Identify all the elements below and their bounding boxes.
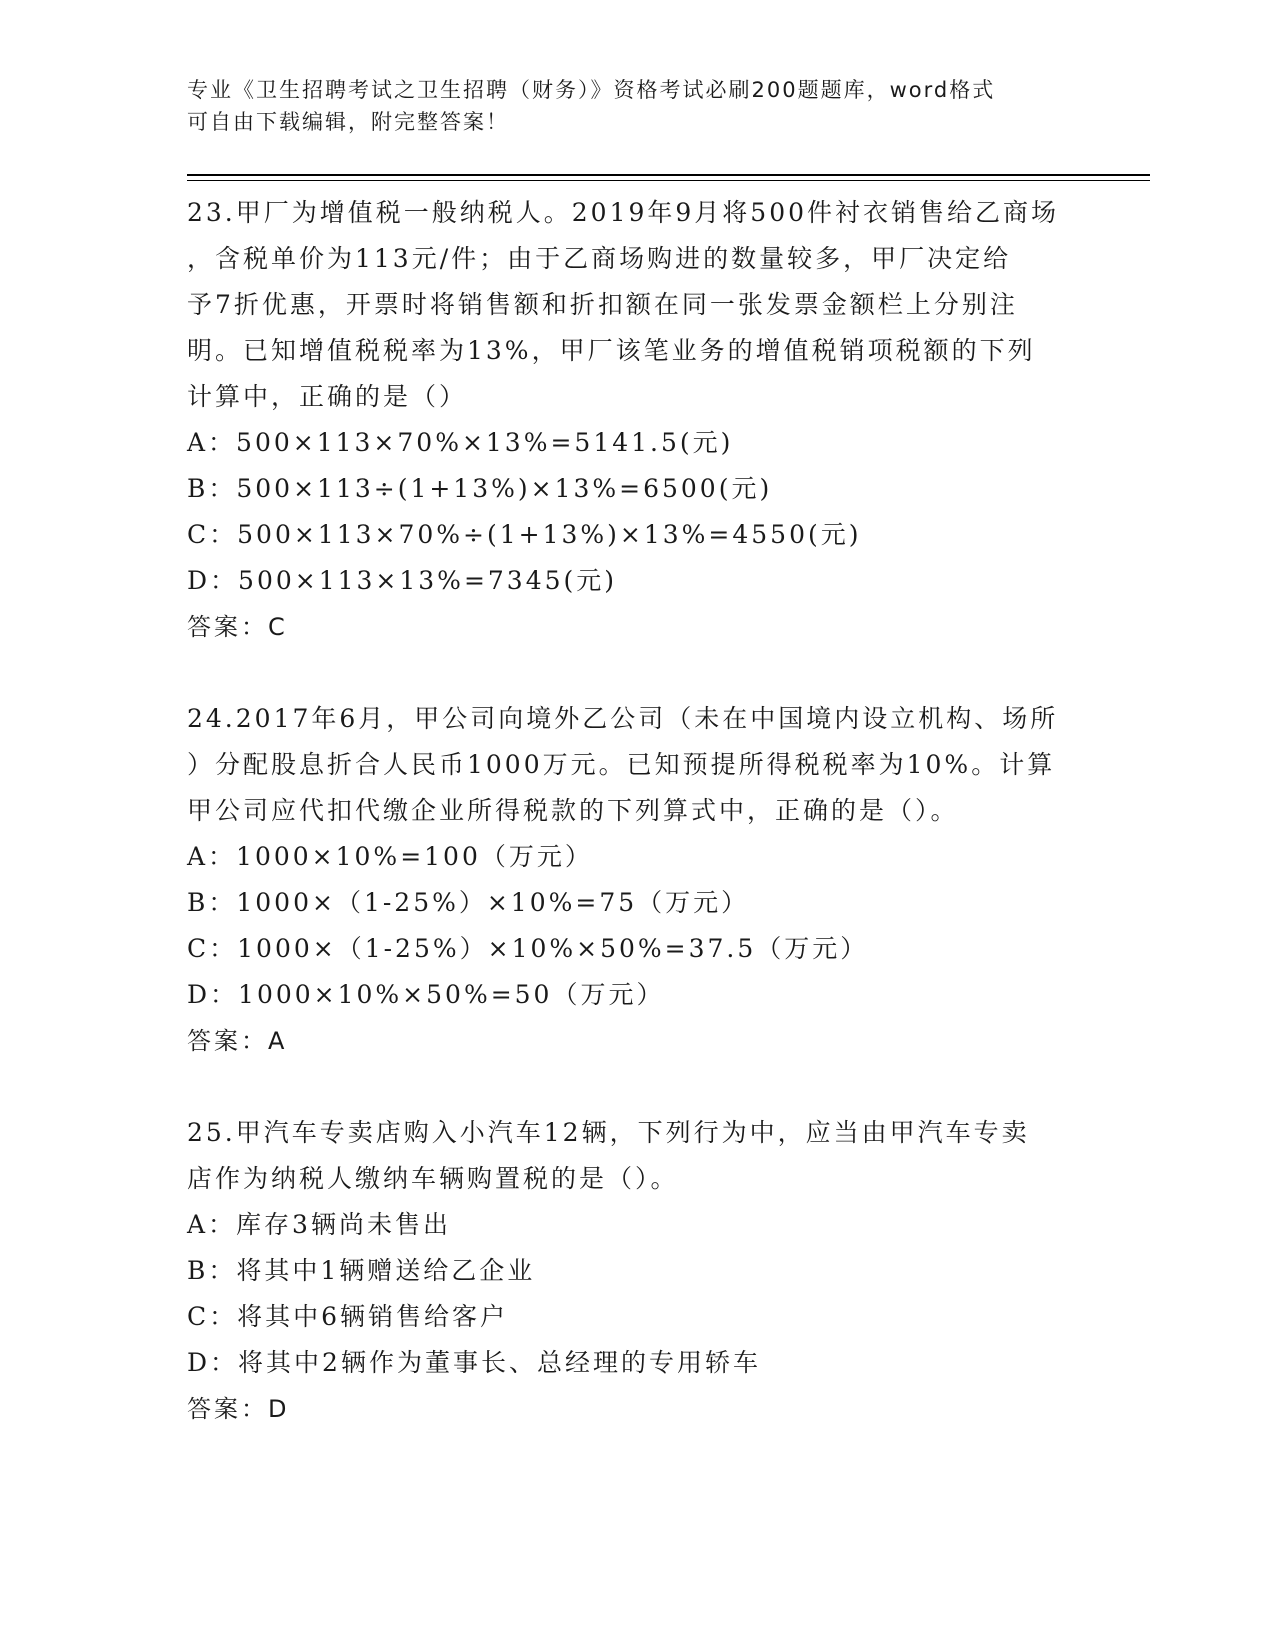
question-25 xyxy=(187,1110,1087,1432)
question-23 xyxy=(187,190,1087,650)
stem-line: ）分配股息折合人民币1000万元。已知预提所得税税率为10%。计算 xyxy=(187,750,1056,779)
answer-label: 答案：C xyxy=(187,613,288,641)
option-b: B：将其中1辆赠送给乙企业 xyxy=(187,1256,536,1285)
option-a: A：库存3辆尚未售出 xyxy=(187,1210,451,1239)
option-c: C：500×113×70%÷(1+13%)×13%=4550(元) xyxy=(187,520,862,549)
option-d: D：500×113×13%=7345(元) xyxy=(187,566,618,595)
answer-label: 答案：D xyxy=(187,1395,290,1423)
header-line-1: 专业《卫生招聘考试之卫生招聘（财务）》资格考试必刷200题题库，word格式 xyxy=(187,78,996,102)
option-b: B：500×113÷(1+13%)×13%=6500(元) xyxy=(187,474,773,503)
stem-line: 明。已知增值税税率为13%，甲厂该笔业务的增值税销项税额的下列 xyxy=(187,336,1036,365)
stem-line: 25.甲汽车专卖店购入小汽车12辆，下列行为中，应当由甲汽车专卖 xyxy=(187,1118,1030,1147)
header-divider-thin xyxy=(187,180,1150,181)
question-24 xyxy=(187,696,1087,1064)
question-stem xyxy=(187,190,1087,420)
header-divider-thick xyxy=(187,174,1150,176)
stem-line: 24.2017年6月，甲公司向境外乙公司（未在中国境内设立机构、场所 xyxy=(187,704,1059,733)
question-list xyxy=(187,190,1087,1478)
option-d: D：1000×10%×50%=50（万元） xyxy=(187,980,665,1009)
stem-line: 23.甲厂为增值税一般纳税人。2019年9月将500件衬衣销售给乙商场 xyxy=(187,198,1060,227)
option-b: B：1000×（1-25%）×10%=75（万元） xyxy=(187,888,750,917)
option-a: A：1000×10%=100（万元） xyxy=(187,842,593,871)
stem-line: ，含税单价为113元/件；由于乙商场购进的数量较多，甲厂决定给 xyxy=(187,244,1012,273)
stem-line: 甲公司应代扣代缴企业所得税款的下列算式中，正确的是（）。 xyxy=(187,796,959,825)
question-stem xyxy=(187,1110,1087,1202)
question-stem xyxy=(187,696,1087,834)
stem-line: 计算中，正确的是（） xyxy=(187,382,468,411)
option-c: C：将其中6辆销售给客户 xyxy=(187,1302,509,1331)
answer-label: 答案：A xyxy=(187,1027,288,1055)
option-c: C：1000×（1-25%）×10%×50%=37.5（万元） xyxy=(187,934,869,963)
option-a: A：500×113×70%×13%=5141.5(元) xyxy=(187,428,734,457)
document-header xyxy=(187,74,1087,138)
stem-line: 店作为纳税人缴纳车辆购置税的是（）。 xyxy=(187,1164,679,1193)
header-line-2: 可自由下载编辑，附完整答案！ xyxy=(187,110,509,134)
option-d: D：将其中2辆作为董事长、总经理的专用轿车 xyxy=(187,1348,761,1377)
stem-line: 予7折优惠，开票时将销售额和折扣额在同一张发票金额栏上分别注 xyxy=(187,290,1018,319)
